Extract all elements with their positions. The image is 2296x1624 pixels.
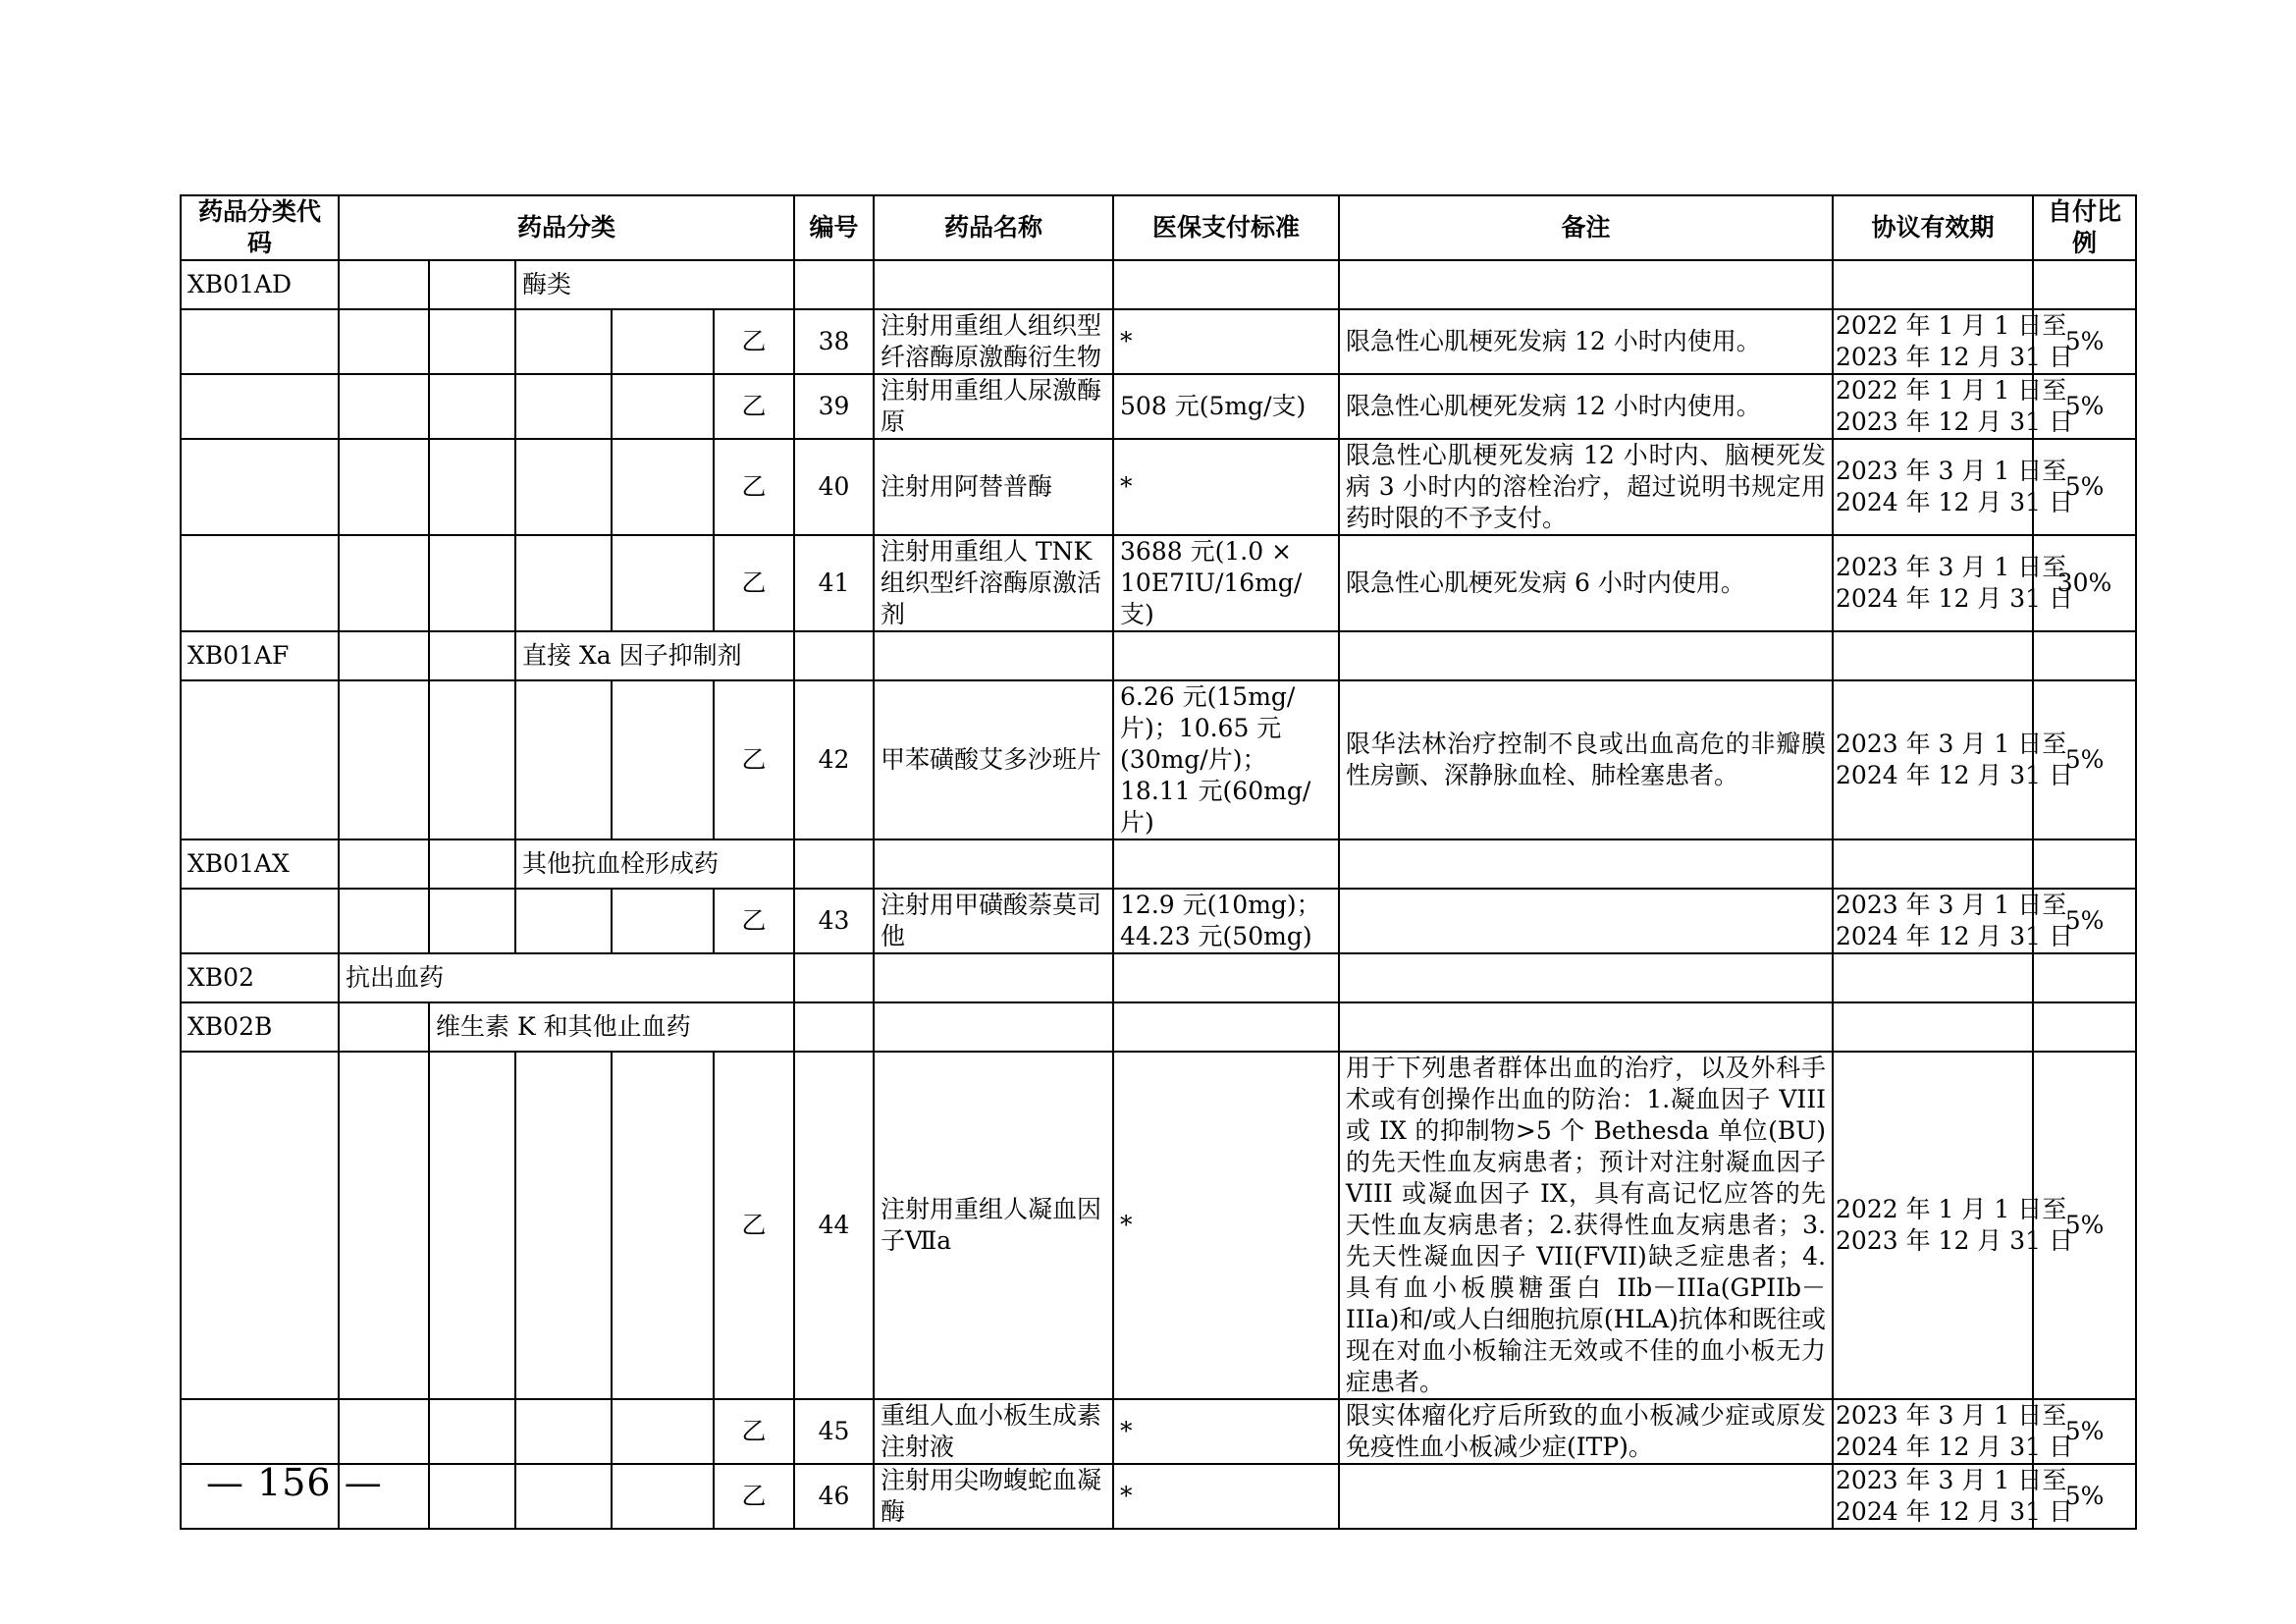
drug-name: 注射用甲磺酸萘莫司他 <box>874 889 1113 953</box>
empty-cell <box>1833 839 2033 889</box>
class-code: XB01AF <box>181 631 339 680</box>
agreement-period <box>1833 374 2074 439</box>
empty-cell <box>429 1464 515 1529</box>
drug-number: 46 <box>794 1464 874 1529</box>
header-category: 药品分类 <box>339 195 794 260</box>
empty-cell <box>1833 1002 2033 1052</box>
empty-cell <box>1833 953 2033 1002</box>
period-end: 2024 年 12 月 31 日 <box>1836 761 2074 789</box>
empty-cell <box>515 1399 612 1464</box>
class-row <box>181 953 2136 1002</box>
drug-number: 42 <box>794 680 874 839</box>
self-pay-ratio: 5% <box>2033 889 2136 953</box>
empty-cell <box>612 535 714 631</box>
payment-standard: * <box>1113 1399 1339 1464</box>
empty-cell <box>181 374 339 439</box>
empty-cell <box>2033 1002 2136 1052</box>
period-start: 2023 年 3 月 1 日至 <box>1836 891 2067 919</box>
empty-cell <box>429 374 515 439</box>
empty-cell <box>1113 953 1339 1002</box>
empty-cell <box>2033 631 2136 680</box>
drug-number: 44 <box>794 1052 874 1399</box>
class-label: 维生素 K 和其他止血药 <box>429 1002 794 1052</box>
empty-cell <box>1339 839 1833 889</box>
empty-cell <box>429 535 515 631</box>
drug-grade: 乙 <box>714 1052 794 1399</box>
empty-cell <box>339 535 429 631</box>
header-remark: 备注 <box>1339 195 1833 260</box>
empty-cell <box>339 374 429 439</box>
empty-cell <box>1339 631 1833 680</box>
drug-number: 45 <box>794 1399 874 1464</box>
empty-cell <box>794 953 874 1002</box>
drug-number: 40 <box>794 439 874 535</box>
agreement-period <box>1833 889 2074 953</box>
class-label: 抗出血药 <box>339 953 794 1002</box>
drug-remark: 限急性心肌梗死发病 12 小时内、脑梗死发病 3 小时内的溶栓治疗，超过说明书规定用药时限的不予支付。 <box>1339 439 1833 535</box>
empty-cell <box>515 889 612 953</box>
empty-cell <box>794 839 874 889</box>
drug-number: 38 <box>794 309 874 374</box>
empty-cell <box>794 1002 874 1052</box>
drug-number: 43 <box>794 889 874 953</box>
empty-cell <box>339 439 429 535</box>
empty-cell <box>612 680 714 839</box>
drug-name: 甲苯磺酸艾多沙班片 <box>874 680 1113 839</box>
drug-name: 注射用重组人 TNK 组织型纤溶酶原激活剂 <box>874 535 1113 631</box>
period-start: 2022 年 1 月 1 日至 <box>1836 1195 2067 1223</box>
drug-name: 注射用尖吻蝮蛇血凝酶 <box>874 1464 1113 1529</box>
drug-grade: 乙 <box>714 439 794 535</box>
empty-cell <box>874 631 1113 680</box>
agreement-period <box>1833 439 2074 535</box>
empty-cell <box>1833 260 2033 309</box>
empty-cell <box>339 1399 429 1464</box>
table-header-row <box>181 195 2136 260</box>
period-start: 2022 年 1 月 1 日至 <box>1836 376 2067 405</box>
agreement-period <box>1833 535 2074 631</box>
class-code: XB02 <box>181 953 339 1002</box>
empty-cell <box>339 839 429 889</box>
empty-cell <box>515 680 612 839</box>
drug-grade: 乙 <box>714 1399 794 1464</box>
header-name: 药品名称 <box>874 195 1113 260</box>
empty-cell <box>181 1399 339 1464</box>
drug-name: 重组人血小板生成素注射液 <box>874 1399 1113 1464</box>
empty-cell <box>874 953 1113 1002</box>
drug-grade: 乙 <box>714 889 794 953</box>
empty-cell <box>429 889 515 953</box>
payment-standard: 12.9 元(10mg)；44.23 元(50mg) <box>1113 889 1339 953</box>
page-number: — 156 — <box>206 1461 383 1504</box>
drug-row <box>181 1399 2136 1464</box>
self-pay-ratio: 5% <box>2033 1052 2136 1399</box>
period-end: 2023 年 12 月 31 日 <box>1836 343 2074 371</box>
empty-cell <box>429 680 515 839</box>
empty-cell <box>1113 839 1339 889</box>
drug-grade: 乙 <box>714 535 794 631</box>
period-start: 2023 年 3 月 1 日至 <box>1836 1401 2067 1430</box>
empty-cell <box>339 631 429 680</box>
empty-cell <box>181 1052 339 1399</box>
drug-catalog-table <box>180 194 2137 1530</box>
empty-cell <box>794 631 874 680</box>
drug-remark: 限急性心肌梗死发病 6 小时内使用。 <box>1339 535 1833 631</box>
drug-name: 注射用重组人组织型纤溶酶原激酶衍生物 <box>874 309 1113 374</box>
empty-cell <box>339 309 429 374</box>
header-number: 编号 <box>794 195 874 260</box>
class-row <box>181 839 2136 889</box>
empty-cell <box>181 535 339 631</box>
payment-standard: 6.26 元(15mg/片)；10.65 元(30mg/片)；18.11 元(60mg/片) <box>1113 680 1339 839</box>
empty-cell <box>794 260 874 309</box>
empty-cell <box>612 374 714 439</box>
header-ratio: 自付比例 <box>2033 195 2136 260</box>
empty-cell <box>339 1002 429 1052</box>
class-code: XB01AX <box>181 839 339 889</box>
class-label: 酶类 <box>515 260 794 309</box>
empty-cell <box>429 439 515 535</box>
empty-cell <box>429 260 515 309</box>
empty-cell <box>612 439 714 535</box>
empty-cell <box>874 260 1113 309</box>
drug-grade: 乙 <box>714 1464 794 1529</box>
class-label: 其他抗血栓形成药 <box>515 839 794 889</box>
empty-cell <box>429 309 515 374</box>
header-code: 药品分类代码 <box>181 195 339 260</box>
drug-row <box>181 1052 2136 1399</box>
period-start: 2022 年 1 月 1 日至 <box>1836 311 2067 340</box>
payment-standard: * <box>1113 439 1339 535</box>
agreement-period <box>1833 680 2074 839</box>
self-pay-ratio: 5% <box>2033 374 2136 439</box>
self-pay-ratio: 5% <box>2033 439 2136 535</box>
period-start: 2023 年 3 月 1 日至 <box>1836 730 2067 758</box>
class-code: XB02B <box>181 1002 339 1052</box>
self-pay-ratio: 30% <box>2033 535 2136 631</box>
drug-remark: 用于下列患者群体出血的治疗，以及外科手术或有创操作出血的防治：1.凝血因子 VIII 或 IX 的抑制物>5 个 Bethesda 单位(BU)的先天性血友病患者；预计对注射凝血因子 VIII 或凝血因子 IX，具有高记忆应答的先天性血友病患者；2.获得性血友病患者；3.先天性凝血因子 VII(FVII)缺乏症患者；4.具有血小板膜糖蛋白 IIb－IIIa(GPIIb－IIIa)和/或人白细胞抗原(HLA)抗体和既往或现在对血小板输注无效或不佳的血小板无力症患者。 <box>1339 1052 1833 1399</box>
table-body <box>181 260 2136 1529</box>
self-pay-ratio: 5% <box>2033 1399 2136 1464</box>
payment-standard: 3688 元(1.0 × 10E7IU/16mg/支) <box>1113 535 1339 631</box>
empty-cell <box>1339 260 1833 309</box>
empty-cell <box>1339 1002 1833 1052</box>
empty-cell <box>181 680 339 839</box>
period-start: 2023 年 3 月 1 日至 <box>1836 553 2067 581</box>
period-start: 2023 年 3 月 1 日至 <box>1836 457 2067 485</box>
drug-row <box>181 1464 2136 1529</box>
drug-name: 注射用重组人尿激酶原 <box>874 374 1113 439</box>
header-standard: 医保支付标准 <box>1113 195 1339 260</box>
period-end: 2024 年 12 月 31 日 <box>1836 488 2074 516</box>
class-row <box>181 1002 2136 1052</box>
empty-cell <box>1339 953 1833 1002</box>
class-label: 直接 Xa 因子抑制剂 <box>515 631 794 680</box>
class-code: XB01AD <box>181 260 339 309</box>
agreement-period <box>1833 309 2074 374</box>
drug-row <box>181 889 2136 953</box>
period-end: 2023 年 12 月 31 日 <box>1836 1226 2074 1255</box>
drug-name: 注射用重组人凝血因子Ⅶa <box>874 1052 1113 1399</box>
empty-cell <box>2033 839 2136 889</box>
empty-cell <box>1113 631 1339 680</box>
period-end: 2024 年 12 月 31 日 <box>1836 584 2074 613</box>
empty-cell <box>515 1464 612 1529</box>
drug-remark: 限实体瘤化疗后所致的血小板减少症或原发免疫性血小板减少症(ITP)。 <box>1339 1399 1833 1464</box>
empty-cell <box>515 1052 612 1399</box>
empty-cell <box>2033 953 2136 1002</box>
drug-remark <box>1339 1464 1833 1529</box>
empty-cell <box>515 535 612 631</box>
empty-cell <box>515 374 612 439</box>
agreement-period <box>1833 1052 2074 1399</box>
empty-cell <box>429 1399 515 1464</box>
empty-cell <box>429 1052 515 1399</box>
drug-row <box>181 439 2136 535</box>
drug-row <box>181 309 2136 374</box>
payment-standard: * <box>1113 1464 1339 1529</box>
empty-cell <box>1833 631 2033 680</box>
period-end: 2023 年 12 月 31 日 <box>1836 407 2074 436</box>
empty-cell <box>339 1052 429 1399</box>
drug-grade: 乙 <box>714 309 794 374</box>
payment-standard: * <box>1113 309 1339 374</box>
empty-cell <box>339 889 429 953</box>
drug-remark: 限急性心肌梗死发病 12 小时内使用。 <box>1339 309 1833 374</box>
empty-cell <box>1113 260 1339 309</box>
drug-remark: 限急性心肌梗死发病 12 小时内使用。 <box>1339 374 1833 439</box>
empty-cell <box>181 889 339 953</box>
drug-row <box>181 374 2136 439</box>
self-pay-ratio: 5% <box>2033 1464 2136 1529</box>
payment-standard: 508 元(5mg/支) <box>1113 374 1339 439</box>
drug-remark: 限华法林治疗控制不良或出血高危的非瓣膜性房颤、深静脉血栓、肺栓塞患者。 <box>1339 680 1833 839</box>
class-row <box>181 260 2136 309</box>
empty-cell <box>339 680 429 839</box>
empty-cell <box>612 1052 714 1399</box>
drug-grade: 乙 <box>714 680 794 839</box>
empty-cell <box>515 439 612 535</box>
header-period: 协议有效期 <box>1833 195 2033 260</box>
empty-cell <box>2033 260 2136 309</box>
drug-row <box>181 535 2136 631</box>
period-end: 2024 年 12 月 31 日 <box>1836 922 2074 950</box>
period-end: 2024 年 12 月 31 日 <box>1836 1433 2074 1461</box>
empty-cell <box>612 889 714 953</box>
agreement-period <box>1833 1399 2074 1464</box>
empty-cell <box>429 631 515 680</box>
empty-cell <box>1113 1002 1339 1052</box>
empty-cell <box>612 309 714 374</box>
class-row <box>181 631 2136 680</box>
drug-remark <box>1339 889 1833 953</box>
self-pay-ratio: 5% <box>2033 309 2136 374</box>
drug-number: 41 <box>794 535 874 631</box>
empty-cell <box>429 839 515 889</box>
empty-cell <box>612 1464 714 1529</box>
drug-name: 注射用阿替普酶 <box>874 439 1113 535</box>
empty-cell <box>339 260 429 309</box>
drug-number: 39 <box>794 374 874 439</box>
period-end: 2024 年 12 月 31 日 <box>1836 1497 2074 1526</box>
drug-grade: 乙 <box>714 374 794 439</box>
empty-cell <box>612 1399 714 1464</box>
empty-cell <box>874 1002 1113 1052</box>
empty-cell <box>181 439 339 535</box>
empty-cell <box>515 309 612 374</box>
empty-cell <box>181 309 339 374</box>
drug-row <box>181 680 2136 839</box>
self-pay-ratio: 5% <box>2033 680 2136 839</box>
empty-cell <box>874 839 1113 889</box>
agreement-period <box>1833 1464 2074 1529</box>
period-start: 2023 年 3 月 1 日至 <box>1836 1466 2067 1494</box>
payment-standard: * <box>1113 1052 1339 1399</box>
